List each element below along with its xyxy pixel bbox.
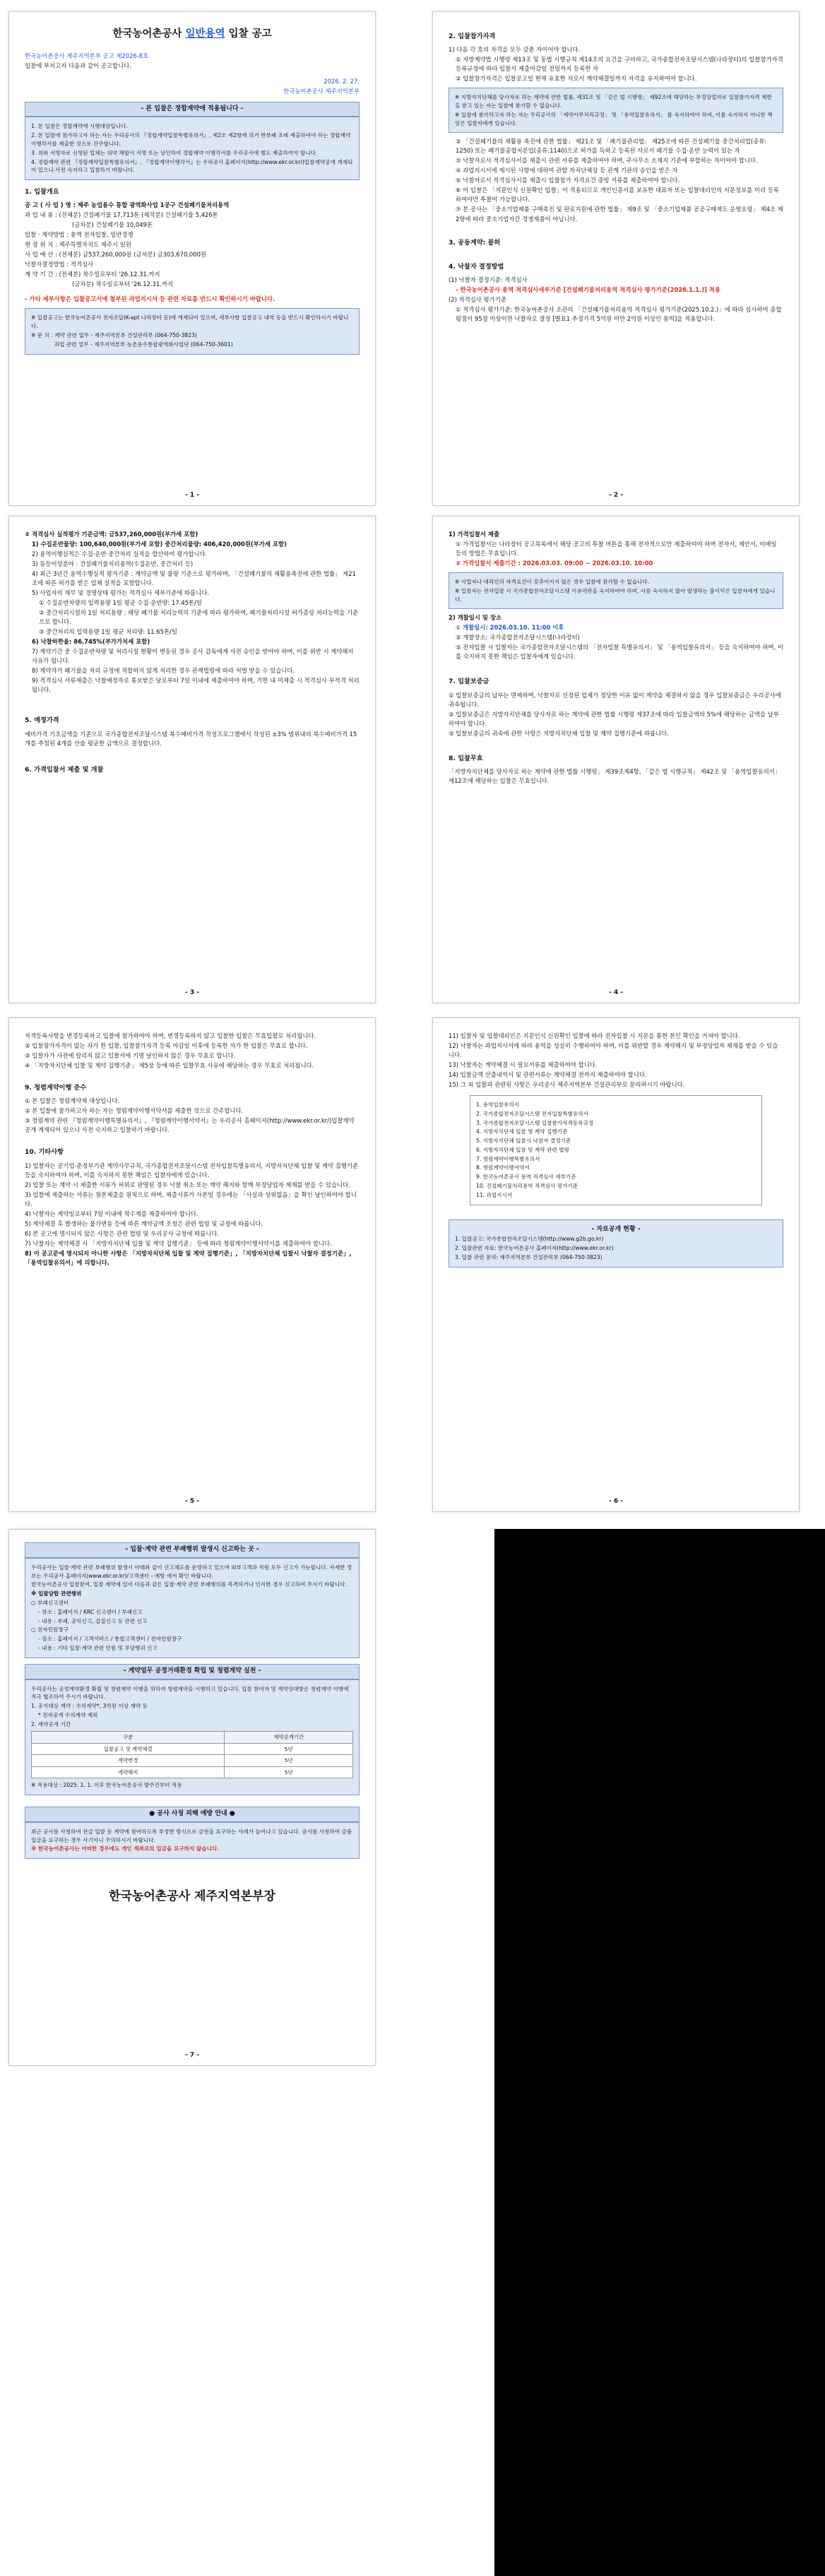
body-line: 2) 입찰 또는 계약 시 제출한 서류가 허위로 판명된 경우 낙찰 취소 또는 계약 해지와 함께 부정당업자 제재를 받을 수 있습니다.: [25, 1181, 350, 1188]
section-heading: 10. 기타사항: [25, 1148, 64, 1157]
body-line: 「지방자치단체를 당사자로 하는 계약에 관한 법률 시행령」 제39조제4항, 「같은 법 시행규칙」 제42조 및 「용역입찰유의서」 제12조에 해당하는 입찰은 무효입니다.: [449, 768, 781, 785]
body-line: ② 본 입찰에 참가하고자 하는 자는 청렴계약이행서약서를 제출한 것으로 간주합니다.: [25, 1107, 244, 1115]
table-row: 입찰공고 및 계약체결 5년: [32, 1743, 353, 1754]
list-item: 7. 청렴계약이행특별유의서: [476, 1155, 540, 1162]
page-number: - 4 -: [609, 989, 623, 997]
section-heading: 6. 가격입찰서 제출 및 개찰: [25, 765, 104, 774]
body-line: 2) 용역이행실적은 수집·운반·중간처리 실적을 합산하여 평가합니다.: [32, 550, 208, 558]
box-heading: - 계약업무 공정거래환경 확립 및 청렴계약 실천 -: [25, 1664, 360, 1679]
body-line: 1) 다음 각 호의 자격을 모두 갖춘 자이어야 합니다.: [449, 46, 581, 54]
page-number: - 3 -: [185, 989, 199, 997]
list-item: 3. 위와 서명자로 신청된 업체는 위약 채합시 서명 또는 날인하여 정합계약 이행각서를 우리공사에 별도 제출하여야 합니다.: [31, 149, 318, 156]
table-header: 계약공개기간: [225, 1732, 353, 1743]
page-number: - 6 -: [609, 1498, 623, 1506]
body-line: 8) 계약자가 폐기물을 처리 규정에 적합하지 않게 처리한 경우 관계법령에 따라 처벌 받을 수 있습니다.: [32, 667, 295, 675]
body-line: ③ 입찰자가 사전에 알리지 않고 입찰서에 기명 날인하지 않은 경우 무효로 합니다.: [25, 1052, 236, 1060]
body-line: ④ 「지방자치단체 입찰 및 계약 집행기준」 제5장 등에 따른 입찰무효 사유에 해당하는 경우 무효로 처리됩니다.: [25, 1062, 314, 1070]
body-line: ② 입찰참가자격은 입찰공고일 현재 유효한 자로서 계약체결일까지 자격을 유지하여야 합니다.: [456, 75, 697, 83]
page-number: - 2 -: [609, 492, 623, 500]
list-item: 1. 용역입찰유의서: [476, 1101, 520, 1109]
notice-issuer: 한국농어촌공사 제주지역본부: [283, 87, 360, 95]
page-4: [432, 516, 800, 1003]
overview-line: 계 약 기 간 : (전체분) 착수일로부터 '26.12.31.까지: [25, 271, 160, 278]
page-3: [8, 516, 376, 1003]
contact-line: 과업 관련 업무 - 제주지역본부 농촌용수통합광역화사업단 (064-750-3601): [31, 341, 233, 348]
box-title: - 자료공개 현황 -: [591, 1225, 641, 1233]
list-item: 6. 지방자치단체 입찰 및 계약 관련 법령: [476, 1146, 569, 1153]
fair-contract-box: 우리공사는 공정계약환경 확립 및 청렴계약 이행을 위하여 청렴계약을 시행하고 있습니다. 입찰 참여자 및 계약상대방은 청렴계약 이행에 적극 협조하여 주시기 바랍니다. 1. 공지대상 계약 : 수의계약*, 3억원 이상 계약 등 * 전자공개 수의계약 제외 2. 계약공개 기간 구분 계약공개기간 입찰공고 및 계약체결 5년 계약변경 5년 계약해지 5년 ※ 적용대상 : 2025. 1. 1. 이후 한국농어촌공사 발주건부터 적용: [25, 1679, 360, 1795]
list-item: 4. 정합계약 관련 『정합계약입찰특별유의서』, 『정합계약이행각서』는 우리공사 홈페이지(http://www.ekr.or.kr/)입찰계약공개 게재되어 있으니 사전 숙지하고 입찰하기 바랍니다.: [31, 158, 353, 174]
public-info-box: - 자료공개 현황 - 1. 입찰공고: 국가종합전자조달시스템(http://www.g2b.go.kr) 2. 입찰관련 자료: 한국농어촌공사 홈페이지(http://www.ekr.or.kr) 3. 입찰 관련 문의: 제주지역본부 건설관리부 (064-750-3823): [449, 1219, 783, 1268]
body-line: ① 수집운반차량의 입력용량 1일 평균 수집·운반량: 17.45톤/일: [39, 599, 202, 607]
table-header: 구분: [32, 1732, 225, 1743]
section-heading: 4. 낙찰자 결정방법: [449, 262, 504, 271]
body-line: ② 개찰장소: 국가종합전자조달시스템(나라장터): [456, 634, 580, 642]
overview-line: 공 고 ( 사 업 ) 명 : 제주 농업용수 통합 광역화사업 1공구 건설폐기물처리용역: [25, 201, 230, 209]
table-row: 계약변경 5년: [32, 1755, 353, 1766]
body-line: ③ 입찰보증금의 귀속에 관한 사항은 지방자치단체 입찰 및 계약 집행기준에 따릅니다.: [449, 729, 669, 737]
section-heading: 7. 입찰보증금: [449, 678, 489, 686]
list-item: 2. 국가종합전자조달시스템 전자입찰특별유의서: [476, 1110, 588, 1117]
disclosure-table: [31, 1731, 353, 1778]
page-number: - 1 -: [185, 492, 199, 500]
list-item: 11. 과업지시서: [476, 1191, 513, 1198]
integrity-box-title: - 본 입찰은 정합계약에 적용됩니다 -: [25, 102, 360, 117]
overview-line: (금차분) 착수일로부터 '26.12.31.까지: [25, 280, 174, 288]
corruption-report-box: 우리공사는 입찰·계약 관련 부패행위 발생시 아래와 같이 신고채도를 운영하고 있으며 외부고객과 직원 모두 신고가 가능합니다. 자세한 정보는 우리공사 홈페이지(www.ekr.or.kr)/고객센터 - 예방 에서 확인 바랍니다. 한국농어촌공사 입찰참여, 입찰 계약에 있어 다음과 같은 입찰·계약 관련 부패행위를 목격하거나 인지한 경우 신고하여 주시기 바랍니다. ※ 입찰담합 관련행위 ○ 부패신고센터 - 장소 : 홈페이지 / KRC 신고센터 / 부패신고 - 내용 : 부패, 공익신고, 갑질신고 등 관련 신고 ○ 전자민원창구 - 장소 : 홈페이지 / 고객서비스 / 통합고객센터 / 전자민원창구 - 내용 : 기타 입찰·계약 관련 민원 및 부당행위 신고: [25, 1558, 360, 1658]
body-line: 13) 낙찰자는 계약체결 시 필요서류를 제출하여야 합니다.: [449, 1061, 598, 1069]
body-line: ① 본 입찰은 청렴계약제 대상입니다.: [25, 1097, 120, 1105]
body-line: ③ 중간처리의 입력용량 1일 평균 처리량: 11.65톤/일: [39, 628, 177, 636]
reference-list-box: [470, 1095, 762, 1205]
list-item: 3. 국가종합전자조달시스템 입찰참가자격등록규정: [476, 1119, 594, 1126]
body-line: ③ 낙찰자로서 적격심사서를 제출시 관련 서류를 제출하여야 하며, 주사무소 소재지 기준에 부합하는 자이어야 합니다.: [456, 157, 758, 165]
body-line: 8) 이 공고문에 명시되지 아니한 사항은 「지방자치단체 입찰 및 계약 집행기준」, 「지방자치단체 입찰시 낙찰자 결정기준」, 「용역입찰유의서」에 의합니다.: [25, 1249, 352, 1266]
overview-line: 입찰 · 계약방법 : 총액 전자입찰, 일반경쟁: [25, 231, 133, 239]
body-line: ① 지방계약법 시행령 제13조 및 동법 시행규칙 제14조의 요건을 구비하고, 국가종합전자조달시스템(나라장터)의 입찰참가자격등록규정에 따라 입찰서 제출마감일 전일까지 등록한 자: [456, 56, 783, 73]
body-line: 1) 가격입찰서 제출: [449, 531, 500, 538]
body-line: 4) 낙찰자는 계약일로부터 7일 이내에 착수계를 제출하여야 합니다.: [25, 1210, 198, 1217]
body-line: 12) 낙찰자는 과업지시서에 따라 용역을 성실히 수행하여야 하며, 이를 위반할 경우 계약해지 및 부정당업자 제재를 받을 수 있습니다.: [449, 1042, 778, 1059]
body-line: ③ 전자입찰 시 입찰자는 국가종합전자조달시스템의 「전자입찰 특별유의서」 및 「용역입찰유의서」 등을 숙지하여야 하며, 이를 숙지하지 못한 책임은 입찰자에게 있습니다.: [456, 644, 783, 661]
impersonation-warning-box: 최근 공사를 사칭하여 관급 입찰 등 계약에 참여하도록 부정한 방식으로 금전을 요구하는 사례가 늘어나고 있습니다. 공사를 사칭하여 금품 입금을 요구하는 경우 사기이니 주의하시기 바랍니다. ※ 한국농어촌공사는 어떠한 경우에도 개인 계좌로의 입금을 요구하지 않습니다.: [25, 1822, 360, 1859]
notice-intro: 입찰에 부치고자 다음과 같이 공고합니다.: [25, 62, 131, 70]
body-line: ② 가격입찰서 제출기간 : 2026.03.03. 09:00 ~ 2026.03.10. 10:00: [456, 560, 653, 567]
notice-date: 2026. 2. 27.: [324, 77, 360, 85]
body-line: ① 가격입찰서는 나라장터 공고목록에서 해당 공고의 투찰 버튼을 통해 전자적으로만 제출하여야 하며 전자서, 제안서, 이메일 등의 방법은 무효입니다.: [456, 540, 777, 557]
body-line: 3) 동등이상분야 : 건설폐기물처리용역(수집운반, 중간처리 등): [32, 560, 194, 568]
page-5: [8, 1017, 376, 1512]
overview-line: 현 장 위 치 : 제주특별자치도 제주시 일원: [25, 241, 131, 249]
integrity-box: [25, 117, 360, 180]
warning-note: - 가타 세부사항은 입찰공고서에 첨부된 과업지시서 등 관련 자료를 반드시 확인하시기 바랍니다.: [25, 295, 275, 303]
body-line: 4) 최근 3년간 용역수행실적 평가기준 : 계약금액 및 물량 기준으로 평가하며, 「건설폐기물의 재활용촉진에 관한 법률」 제21조에 따른 허가를 받은 업체 실적을 포함합니다.: [32, 570, 356, 587]
section-heading: 2. 입찰참가자격: [449, 33, 496, 40]
body-line: 6) 본 공고에 명시되지 않은 사항은 관련 법령 및 우리공사 규정에 따릅니다.: [25, 1229, 220, 1237]
body-line: (2) 적격심사 평가기준: [449, 296, 506, 304]
final-signature-title: 한국농어촌공사 제주지역본부장: [109, 1889, 275, 1904]
overview-line: (금차분) 건설폐기물 10,049톤: [25, 221, 153, 229]
section-heading: 5. 예정가격: [25, 716, 59, 725]
body-line: ④ 과업지시서에 제시된 사항에 대하여 관할 자치단체장 등 관계 기관의 승인을 받은 자: [456, 167, 678, 175]
page-6: [432, 1017, 800, 1512]
body-line: 7) 낙찰자는 계약체결 시 「지방자치단체 입찰 및 계약 집행기준」 등에 따라 청렴계약이행서약서를 제출하여야 합니다.: [25, 1239, 332, 1247]
contact-line: ※ 문 의 : 계약 관련 업무 - 제주지역본부 건설관리부 (064-750-3823): [31, 332, 197, 338]
body-line: 예비가격 기초금액을 기준으로 국가종합전자조달시스템 복수예비가격 작성프로그램에서 작성된 ±3% 범위내의 복수예비가격 15개를 추첨된 4개를 산술 평균한 금액으로 결정합니다.: [25, 730, 357, 747]
body-line: 3) 입찰에 제출하는 서류는 원본제출을 원칙으로 하며, 제출서류가 사본일 경우에는 「사실과 상위없음」을 확인 날인하여야 합니다.: [25, 1190, 357, 1207]
empty-viewer-area: [494, 1529, 825, 2576]
contact-line: ※ 입찰공고는 한국농어촌공사 전자조달(K-apt 나라장터 등)에 게재되어 있으며, 세부사항 입찰공고 내역 등을 반드시 확인하시기 바랍니다.: [31, 314, 349, 330]
overview-line: 과 업 내 용 : (전체분) 건설폐기물 17,713톤 (제작분) 건설폐기물 5,426톤: [25, 211, 218, 219]
section-heading: 3. 공동계약: 불허: [449, 238, 501, 247]
box-heading: - 입찰·계약 관련 부패행위 발생시 신고하는 곳 -: [25, 1542, 360, 1558]
body-line: 7) 계약기간 중 수집운반차량 및 처리시설 현황이 변동된 경우 공사 감독에게 사전 승인을 받아야 하며, 이를 위반 시 계약해지 사유가 됩니다.: [32, 648, 354, 665]
body-line: 1) 입찰자는 공기업·준정부기관 계약사무규칙, 국가종합전자조달시스템 전자입찰특별유의서, 지방자치단체 입찰 및 계약 집행기준 등을 숙지하여야 하며, 이를 숙지하지 못한 책임은 입찰자에게 있습니다.: [25, 1162, 358, 1178]
body-line: - 한국농어촌공사 용역 적격심사세부기준 [건설폐기물처리용역 적격심사 평가기준(2026.1.1.)] 적용: [456, 286, 720, 294]
list-item: 10. 건설폐기물처리용역 적격심사 평가기준: [476, 1182, 578, 1189]
page-2: [432, 11, 800, 506]
body-line: 5) 계약체결 후 발생하는 물가변동 등에 따른 계약금액 조정은 관련 법령 및 규정에 따릅니다.: [25, 1219, 263, 1227]
overview-line: 낙찰자결정방법 : 적격심사: [25, 261, 94, 268]
body-line: ① 개찰일시: 2026.03.10. 11:00 이후: [456, 624, 564, 632]
list-item: 5. 지방자치단체 입찰시 낙찰자 결정기준: [476, 1138, 571, 1145]
table-row: 계약해지 5년: [32, 1766, 353, 1778]
box-heading: ● 공사 사칭 피해 예방 안내 ●: [25, 1807, 360, 1822]
body-line: ② 입찰참가자격이 없는 자가 한 입찰, 입찰참가자격 등록 마감일 이후에 등록한 자가 한 입찰은 무효로 합니다.: [25, 1042, 308, 1050]
section-heading: 1. 입찰개요: [25, 188, 59, 196]
list-item: 9. 한국농어촌공사 용역 적격심사 세부기준: [476, 1174, 576, 1181]
body-line: ① 적격심사 평가기준: 한국농어촌공사 소관의 「건설폐기물처리용역 적격심사 평가기준(2025.10.2.)」에 따라 심사하여 종합평점이 95점 이상이면 낙찰자로 결정 [별표1 추정가격 5억원 미만 2억원 이상인 용역]을 적용합니다.: [456, 306, 782, 323]
body-line: ⑥ 이 입찰은 「지문인식 신원확인 입찰」이 적용되므로 개인인증서를 보유한 대표자 또는 입찰대리인의 지문정보를 미리 등록하여야만 투찰이 가능합니다.: [456, 187, 779, 203]
body-line: 6) 낙찰하한율: 86.745%(부가가치세 포함): [32, 638, 150, 646]
info-box: ※ 지방자치단체를 당사자로 하는 계약에 관한 법률, 제31조 및 「같은 법 시행령」 제92조에 해당하는 부정당업자로 입찰참가자격 제한을 받고 있는 자는 입찰에 참가할 수 없습니다. ※ 입찰에 참가하고자 하는 자는 우리공사의 「계약사무처리규정」 및 「용역입찰유의서」 를 숙지하여야 하며, 이를 숙지하지 아니한 책임은 입찰자에게 있습니다.: [449, 88, 783, 133]
body-line: ② 중간처리시설의 1일 처리용량 : 해당 폐기물 처리능력의 기준에 따라 평가하며, 폐기물처리시설 허가증상 처리능력을 기준으로 합니다.: [39, 609, 359, 626]
body-line: ② 적격심사 실적평가 기준금액: 금537,260,000원(부가세 포함): [25, 531, 198, 538]
contact-box: [25, 308, 360, 354]
section-heading: 8. 입찰무효: [449, 754, 483, 762]
body-line: 2) 개찰일시 및 장소: [449, 614, 502, 622]
body-line: 14) 입찰금액 산출내역서 및 관련서류는 계약체결 전까지 제출하여야 합니다.: [449, 1071, 647, 1079]
body-line: ③ 청렴계약 관련 『청렴계약이행특별유의서』, 『청렴계약이행서약서』는 우리공사 홈페이지(http://www.ekr.or.kr/)입찰계약공개 게재되어 있으니 사전 숙지하고 입찰하기 바랍니다.: [25, 1117, 355, 1134]
body-line: 5) 사업자의 재무 및 경영상태 평가는 적격심사 세부기준에 따릅니다.: [32, 589, 209, 597]
body-line: 9) 적격심사 서류제출은 낙찰예정자로 통보받은 날로부터 7일 이내에 제출하여야 하며, 기한 내 미제출 시 적격심사 부적격 처리됩니다.: [32, 677, 360, 694]
body-line: ⑦ 본 공사는 「중소기업제품 구매촉진 및 판로지원에 관한 법률」 제9조 및 「중소기업제품 공공구매제도 운영요령」 제4조 제2항에 따라 중소기업자간 경쟁제품이 아닙니다.: [456, 206, 783, 223]
info-box: ※ 사업자나 대리인의 자격요건이 갖추어지지 않은 경우 입찰에 참가할 수 없습니다. ※ 입찰자는 전자입찰 시 국가종합전자조달시스템 이용약관을 숙지하여야 하며, 이를 숙지하지 않아 발생하는 불이익은 입찰자에게 있습니다.: [449, 572, 783, 609]
page-7: [8, 1529, 376, 2066]
page-number: - 5 -: [185, 1498, 199, 1506]
page-number: - 7 -: [185, 2052, 199, 2060]
list-item: 1. 본 입찰은 정합계약에 시행대상입니다.: [31, 123, 128, 130]
notice-number: 한국농어촌공사 제주지역본부 공고 제2026-8호: [25, 52, 149, 60]
section-heading: 9. 청렴계약이행 준수: [25, 1084, 87, 1092]
body-line: (1) 낙찰자 결정기준: 적격심사: [449, 276, 528, 284]
list-item: 2. 본 입찰에 참가하고자 하는 자는 우리공사의 『정합계약입찰특별유의서』, 제2조 제2항에 의거 반부패 조례 제출하여야 하는 정합계약이행각서를 제출한 것으로 간주합니다.: [31, 132, 351, 147]
body-line: ① 입찰보증금의 납부는 면제하며, 낙찰자로 선정된 업체가 정당한 이유 없이 계약을 체결하지 않을 경우 입찰보증금은 우리공사에 귀속됩니다.: [449, 691, 781, 708]
list-item: 8. 청렴계약이행서약서: [476, 1164, 530, 1171]
body-line: ⑤ 낙찰자로서 적격심사서를 제출시 입찰참가 자격요건 증빙 서류를 제출하여야 합니다.: [456, 177, 680, 184]
body-line: 자격등록사항을 변경등록하고 입찰에 참가하여야 하며, 변경등록하지 않고 입찰한 입찰은 무효입찰로 처리됩니다.: [25, 1032, 316, 1039]
body-line: 15) 그 외 입찰과 관련된 사항은 우리공사 제주지역본부 건설관리부로 문의하시기 바랍니다.: [449, 1081, 685, 1089]
body-line: ② 입찰보증금은 지방자치단체를 당사자로 하는 계약에 관한 법률 시행령 제37조에 따라 입찰금액의 5%에 해당하는 금액을 납부하여야 합니다.: [449, 710, 779, 727]
body-line: 1) 수집운반물량: 100,640,000원(부가세 포함) 중간처리물량: 406,420,000원(부가세 포함): [32, 540, 287, 548]
list-item: 4. 지방자치단체 입찰 및 계약 집행기준: [476, 1128, 568, 1135]
overview-line: 사 업 예 산 : (전체분) 금537,260,000원 (금차분) 금303,670,000원: [25, 251, 207, 259]
body-line: ② 「건설폐기물의 재활용 촉진에 관한 법률」 제21조 및 「폐기물관리법」 제25조에 따른 건설폐기물 중간처리업(종류: 1250) 또는 폐기물종합처분업(종류:1140)으로 허가를 득하고 등록된 자로서 폐기물 수집·운반 능력이 있는 자: [456, 138, 767, 155]
page-1: [8, 11, 376, 506]
notice-title: 한국농어촌공사 일반용역 입찰 공고: [112, 28, 272, 40]
body-line: 11) 입찰자 및 입찰대리인은 지문인식 신원확인 입찰에 따라 전자입찰 시 지문을 통한 본인 확인을 거쳐야 합니다.: [449, 1032, 740, 1039]
title-highlight: 일반용역: [185, 28, 225, 40]
